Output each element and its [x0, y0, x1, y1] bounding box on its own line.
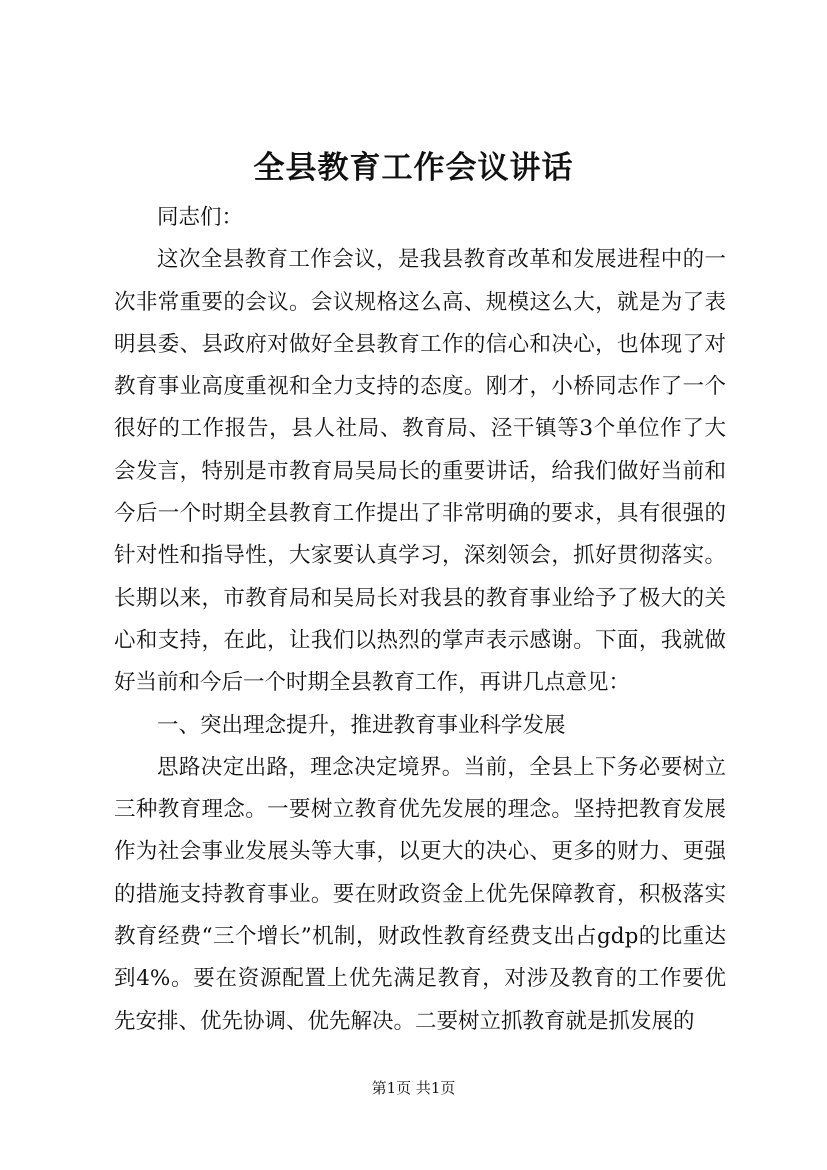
paragraph-intro: 这次全县教育工作会议，是我县教育改革和发展进程中的一次非常重要的会议。会议规格这么高、规模这么大，就是为了表明县委、县政府对做好全县教育工作的信心和决心，也体现了对教育事业高度重视和全力支持的态度。刚才，小桥同志作了一个很好的工作报告，县人社局、教育局、泾干镇等3个单位作了大会发言，特别是市教育局吴局长的重要讲话，给我们做好当前和今后一个时期全县教育工作提出了非常明确的要求，具有很强的针对性和指导性，大家要认真学习，深刻领会，抓好贯彻落实。长期以来，市教育局和吴局长对我县的教育事业给予了极大的关心和支持，在此，让我们以热烈的掌声表示感谢。下面，我就做好当前和今后一个时期全县教育工作，再讲几点意见：: [114, 247, 726, 696]
paragraph-section-1: 思路决定出路，理念决定境界。当前，全县上下务必要树立三种教育理念。一要树立教育优先发展的理念。坚持把教育发展作为社会事业发展头等大事，以更大的决心、更多的财力、更强的措施支持教育事业。要在财政资金上优先保障教育，积极落实教育经费“三个增长”机制，财政性教育经费支出占gdp的比重达到4%。要在资源配置上优先满足教育，对涉及教育的工作要优先安排、优先协调、优先解决。二要树立抓教育就是抓发展的: [114, 754, 726, 1034]
document-title: 全县教育工作会议讲话: [253, 150, 574, 186]
document-body: [114, 197, 726, 1043]
section-heading-1: 一、突出理念提升，推进教育事业科学发展: [157, 712, 566, 738]
greeting: 同志们：: [157, 205, 244, 230]
page-footer: 第1页 共1页: [371, 1079, 456, 1097]
